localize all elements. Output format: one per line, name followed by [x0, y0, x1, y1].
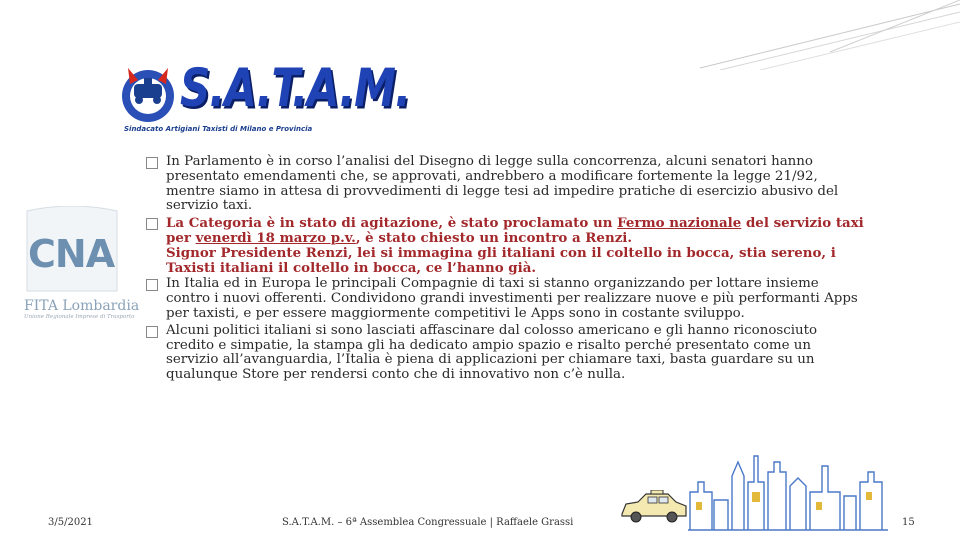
bullet-item: [146, 324, 866, 383]
bullet-text-part: La Categoria è in stato di agitazione, è stato proclamato un: [166, 215, 618, 232]
fita-subtitle: Unione Regionale Imprese di Trasporto: [24, 314, 135, 320]
bullet-box-icon: [146, 279, 158, 291]
bullet-text-part: del servizio taxi per: [166, 215, 864, 246]
fita-lombardia-label: FITA Lombardia: [24, 298, 140, 314]
bullet-list: [146, 155, 866, 385]
corner-decoration: [700, 0, 960, 70]
bullet-text: In Parlamento è in corso l’analisi del Disegno di legge sulla concorrenza, alcuni senatori hanno presentato emendamenti che, se approvati, andrebbero a modificare fortemente la legge 21/92, mentre siamo in attesa di provvedimenti di legge tesi ad impedire pratiche di esercizio abusivo del servizio taxi.: [166, 154, 839, 214]
page-number: 15: [902, 517, 915, 528]
bullet-text: Alcuni politici italiani si sono lasciati affascinare dal colosso americano e gli hanno riconosciuto credito e simpatie, la stampa gli ha dedicato ampio spazio e risalto perché presentato come un servizio all’avanguardia, l’Italia è piena di applicazioni per chiamare taxi, basta guardare su un qualunque Store per rendersi conto che di innovativo non c’è nulla.: [166, 322, 818, 383]
bullet-box-icon: [146, 218, 158, 230]
fermo-nazionale-underlined: Fermo nazionale: [617, 215, 742, 232]
satam-wordmark: S.A.T.A.M.: [180, 57, 410, 119]
footer-title: S.A.T.A.M. – 6ª Assemblea Congressuale | Raffaele Grassi: [282, 517, 574, 528]
renzi-message: Signor Presidente Renzi, lei si immagina gli italiani con il coltello in bocca, stia sereno, i Taxisti italiani il coltello in bocca, ce l’hanno già.: [166, 244, 836, 276]
bullet-text-part: , è stato chiesto un incontro a Renzi.: [355, 229, 633, 246]
cna-logo-text: CNA: [28, 232, 115, 276]
bullet-box-icon: [146, 326, 158, 338]
bullet-item: [146, 155, 866, 214]
milan-skyline-icon: [688, 452, 888, 532]
bullet-text: In Italia ed in Europa le principali Compagnie di taxi si stanno organizzando per lottare insieme contro i nuovi offerenti. Condividono grandi investimenti per realizzare nuove e più performanti Apps per taxisti, e per essere maggiormente competitivi le Apps sono in costante sviluppo.: [166, 276, 858, 321]
date-underlined: venerdì 18 marzo p.v.: [195, 229, 356, 246]
footer-date: 3/5/2021: [48, 517, 93, 528]
taxi-icon: [618, 490, 690, 526]
bullet-item-highlight: [146, 216, 866, 275]
bullet-box-icon: [146, 157, 158, 169]
satam-caption: Sindacato Artigiani Taxisti di Milano e Provincia: [124, 125, 313, 133]
bullet-item: [146, 277, 866, 321]
